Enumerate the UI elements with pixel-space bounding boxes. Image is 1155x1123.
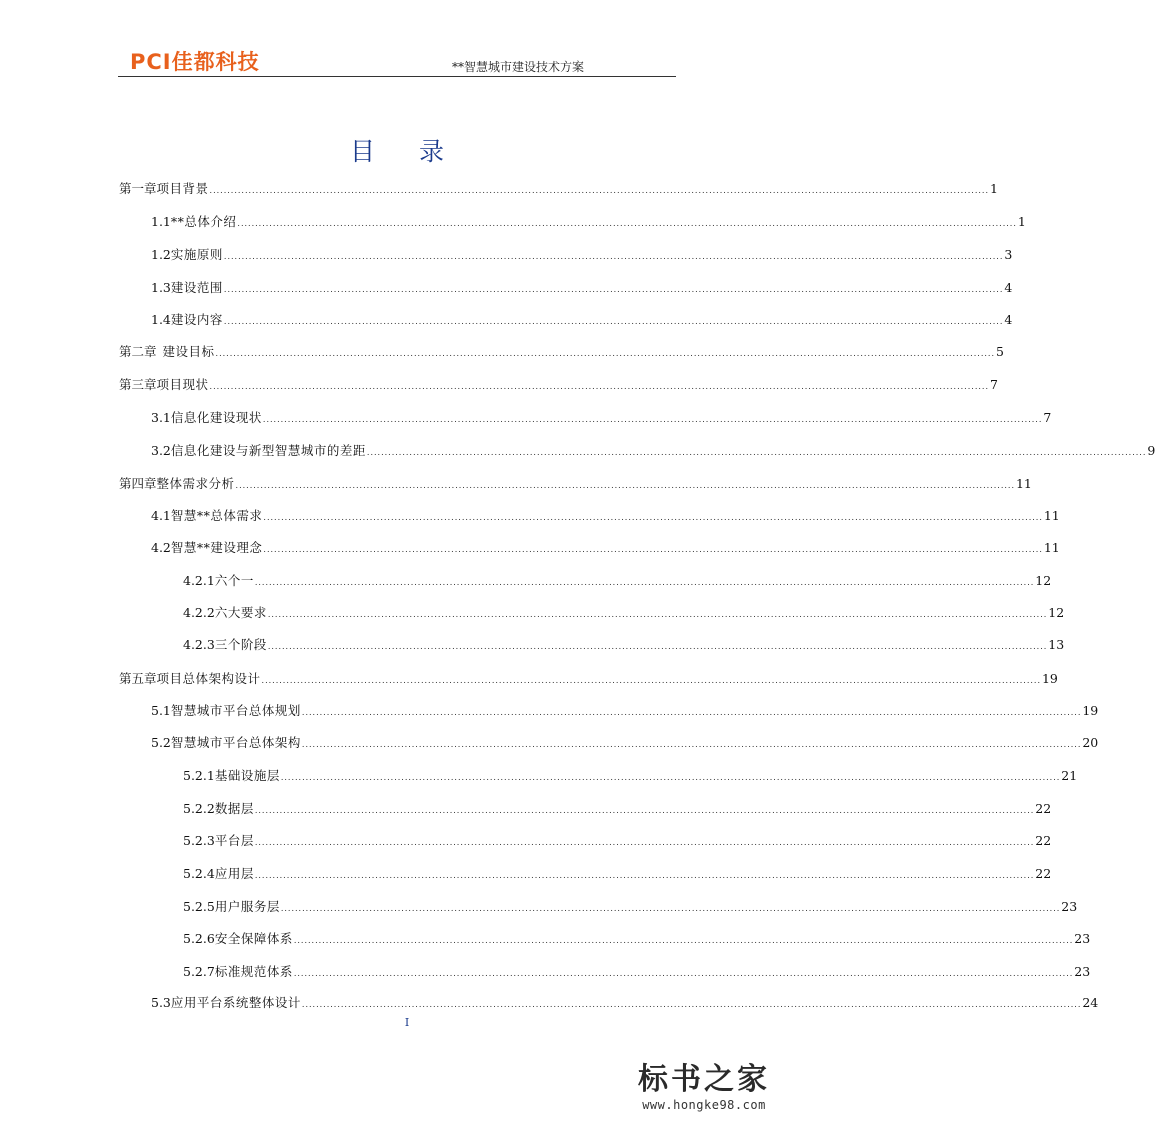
toc-entry-page: 7 xyxy=(989,377,998,392)
toc-entry-page: 24 xyxy=(1082,995,1099,1010)
toc-entry-page: 13 xyxy=(1048,637,1065,652)
toc-entry-number: 4.2.1 xyxy=(183,573,215,588)
toc-entry-label: 项目背景 xyxy=(156,181,209,196)
dot-leader: ............................................................................................................................................................................................................................ xyxy=(254,838,1035,847)
dot-leader: ............................................................................................................................................................................................................................ xyxy=(261,676,1041,685)
toc-entry-page: 23 xyxy=(1074,931,1091,946)
toc-entry-label: 智慧**建设理念 xyxy=(170,540,263,555)
dot-leader: ............................................................................................................................................................................................................................ xyxy=(301,1000,1082,1009)
toc-entry[interactable] xyxy=(151,310,1013,330)
toc-entry-number: 3.1 xyxy=(151,410,171,425)
toc-entry-label: 项目总体架构设计 xyxy=(156,671,261,686)
toc-entry-number: 第一章 xyxy=(119,181,157,196)
toc-entry[interactable] xyxy=(119,342,1004,362)
toc-entry-page: 11 xyxy=(1043,540,1060,555)
toc-entry-number: 5.2.7 xyxy=(183,964,215,979)
toc-entry-number: 4.2.3 xyxy=(183,637,215,652)
toc-entry-number: 5.2.6 xyxy=(183,931,215,946)
toc-entry[interactable] xyxy=(183,929,1091,949)
toc-entry[interactable] xyxy=(151,506,1060,526)
toc-entry-number: 5.3 xyxy=(151,995,171,1010)
toc-entry[interactable] xyxy=(183,799,1052,819)
toc-entry-label: 三个阶段 xyxy=(214,637,267,652)
dot-leader: ............................................................................................................................................................................................................................ xyxy=(254,578,1035,587)
toc-entry-page: 22 xyxy=(1035,801,1052,816)
dot-leader: ............................................................................................................................................................................................................................ xyxy=(280,773,1061,782)
toc-entry-number: 1.4 xyxy=(151,312,171,327)
toc-entry-label: 平台层 xyxy=(214,833,254,848)
toc-entry-number: 5.2.3 xyxy=(183,833,215,848)
toc-entry-label: 智慧城市平台总体规划 xyxy=(170,703,301,718)
dot-leader: ............................................................................................................................................................................................................................ xyxy=(263,545,1043,554)
watermark xyxy=(624,1062,784,1112)
toc-entry[interactable] xyxy=(183,766,1078,786)
toc-entry-number: 3.2 xyxy=(151,443,171,458)
dot-leader: ............................................................................................................................................................................................................................ xyxy=(293,969,1074,978)
toc-entry[interactable] xyxy=(151,733,1099,753)
toc-entry-label: 实施原则 xyxy=(170,247,223,262)
toc-entry[interactable] xyxy=(119,669,1058,689)
page-header xyxy=(118,42,676,77)
toc-entry[interactable] xyxy=(183,897,1078,917)
toc-entry[interactable] xyxy=(151,278,1013,298)
toc-entry-page: 4 xyxy=(1004,312,1013,327)
dot-leader: ............................................................................................................................................................................................................................ xyxy=(254,806,1035,815)
dot-leader: ............................................................................................................................................................................................................................ xyxy=(209,186,989,195)
dot-leader: ............................................................................................................................................................................................................................ xyxy=(215,349,995,358)
toc-entry-page: 3 xyxy=(1004,247,1013,262)
document-title: **智慧城市建设技术方案 xyxy=(451,60,584,74)
toc-entry-page: 1 xyxy=(989,181,998,196)
toc-entry[interactable] xyxy=(151,245,1013,265)
toc-entry-page: 9 xyxy=(1147,443,1155,458)
dot-leader: ............................................................................................................................................................................................................................ xyxy=(280,904,1061,913)
toc-entry-label: 基础设施层 xyxy=(214,768,280,783)
toc-entry-label: 六个一 xyxy=(214,573,254,588)
toc-entry-number: 5.2.4 xyxy=(183,866,215,881)
toc-entry-number: 4.2.2 xyxy=(183,605,215,620)
toc-entry-number: 第四章 xyxy=(119,476,157,491)
toc-entry-page: 1 xyxy=(1017,214,1026,229)
toc-entry-page: 11 xyxy=(1015,476,1032,491)
toc-entry-label: 数据层 xyxy=(214,801,254,816)
toc-entry-number: 5.2.5 xyxy=(183,899,215,914)
toc-entry-number: 5.2 xyxy=(151,735,171,750)
toc-entry[interactable] xyxy=(151,212,1026,232)
toc-entry-number: 5.2.2 xyxy=(183,801,215,816)
toc-entry-label: 智慧**总体需求 xyxy=(170,508,263,523)
toc-entry-label: **总体介绍 xyxy=(170,214,237,229)
toc-entry[interactable] xyxy=(119,474,1032,494)
toc-entry-number: 第五章 xyxy=(119,671,157,686)
dot-leader: ............................................................................................................................................................................................................................ xyxy=(223,252,1004,261)
toc-entry-label: 智慧城市平台总体架构 xyxy=(170,735,301,750)
page-number: I xyxy=(404,1016,410,1029)
toc-entry-label: 六大要求 xyxy=(214,605,267,620)
toc-entry[interactable] xyxy=(183,962,1091,982)
toc-entry-page: 12 xyxy=(1035,573,1052,588)
toc-entry-page: 7 xyxy=(1043,410,1052,425)
toc-entry-page: 5 xyxy=(995,344,1004,359)
dot-leader: ............................................................................................................................................................................................................................ xyxy=(301,708,1082,717)
toc-entry-number: 第三章 xyxy=(119,377,157,392)
toc-entry-number: 1.3 xyxy=(151,280,171,295)
toc-entry-label: 整体需求分析 xyxy=(156,476,235,491)
watermark-logo-text: 标书之家 xyxy=(638,1062,770,1097)
dot-leader: ............................................................................................................................................................................................................................ xyxy=(267,642,1048,651)
toc-entry[interactable] xyxy=(183,864,1052,884)
dot-leader: ............................................................................................................................................................................................................................ xyxy=(254,871,1035,880)
toc-entry-number: 4.2 xyxy=(151,540,171,555)
toc-entry-number: 5.2.1 xyxy=(183,768,215,783)
toc-entry-page: 21 xyxy=(1061,768,1078,783)
toc-entry[interactable] xyxy=(183,571,1052,591)
toc-entry[interactable] xyxy=(183,603,1065,623)
toc-entry[interactable] xyxy=(183,635,1065,655)
toc-entry[interactable] xyxy=(119,375,998,395)
dot-leader: ............................................................................................................................................................................................................................ xyxy=(223,317,1004,326)
toc-entry-label: 建设范围 xyxy=(170,280,223,295)
toc-entry[interactable] xyxy=(151,993,1099,1013)
toc-entry-page: 19 xyxy=(1041,671,1058,686)
toc-entry-number: 1.2 xyxy=(151,247,171,262)
toc-entry-page: 23 xyxy=(1074,964,1091,979)
toc-entry-page: 19 xyxy=(1082,703,1099,718)
toc-entry-number: 1.1 xyxy=(151,214,171,229)
toc-entry[interactable] xyxy=(119,179,998,199)
toc-entry[interactable] xyxy=(151,408,1052,428)
toc-entry-number: 第二章 xyxy=(119,344,157,359)
watermark-url: www.hongke98.com xyxy=(642,1098,766,1112)
toc-entry[interactable] xyxy=(151,441,1155,461)
toc-entry-page: 23 xyxy=(1061,899,1078,914)
dot-leader: ............................................................................................................................................................................................................................ xyxy=(235,481,1015,490)
toc-entry-label: 信息化建设与新型智慧城市的差距 xyxy=(170,443,366,458)
toc-entry-number: 4.1 xyxy=(151,508,171,523)
toc-entry-label: 应用平台系统整体设计 xyxy=(170,995,301,1010)
dot-leader: ............................................................................................................................................................................................................................ xyxy=(366,448,1147,457)
toc-entry-page: 12 xyxy=(1048,605,1065,620)
toc-entry-label: 安全保障体系 xyxy=(214,931,293,946)
dot-leader: ............................................................................................................................................................................................................................ xyxy=(223,285,1004,294)
toc-entry-label: 建设目标 xyxy=(162,344,215,359)
toc-entry-label: 信息化建设现状 xyxy=(170,410,262,425)
dot-leader: ............................................................................................................................................................................................................................ xyxy=(263,513,1043,522)
dot-leader: ............................................................................................................................................................................................................................ xyxy=(262,415,1043,424)
toc-entry-page: 22 xyxy=(1035,833,1052,848)
toc-entry-page: 20 xyxy=(1082,735,1099,750)
toc-entry[interactable] xyxy=(151,538,1060,558)
toc-entry-label: 建设内容 xyxy=(170,312,223,327)
toc-title: 目 录 xyxy=(350,137,462,166)
toc-entry-page: 4 xyxy=(1004,280,1013,295)
company-logo: PCI佳都科技 xyxy=(130,50,260,74)
dot-leader: ............................................................................................................................................................................................................................ xyxy=(293,936,1074,945)
toc-entry-label: 标准规范体系 xyxy=(214,964,293,979)
toc-entry-label: 应用层 xyxy=(214,866,254,881)
toc-entry[interactable] xyxy=(151,701,1099,721)
toc-entry[interactable] xyxy=(183,831,1052,851)
toc-entry-number: 5.1 xyxy=(151,703,171,718)
dot-leader: ............................................................................................................................................................................................................................ xyxy=(267,610,1048,619)
dot-leader: ............................................................................................................................................................................................................................ xyxy=(237,219,1017,228)
toc-entry-page: 22 xyxy=(1035,866,1052,881)
toc-entry-page: 11 xyxy=(1043,508,1060,523)
toc-entry-label: 用户服务层 xyxy=(214,899,280,914)
toc-entry-label: 项目现状 xyxy=(156,377,209,392)
dot-leader: ............................................................................................................................................................................................................................ xyxy=(209,382,989,391)
dot-leader: ............................................................................................................................................................................................................................ xyxy=(301,740,1082,749)
